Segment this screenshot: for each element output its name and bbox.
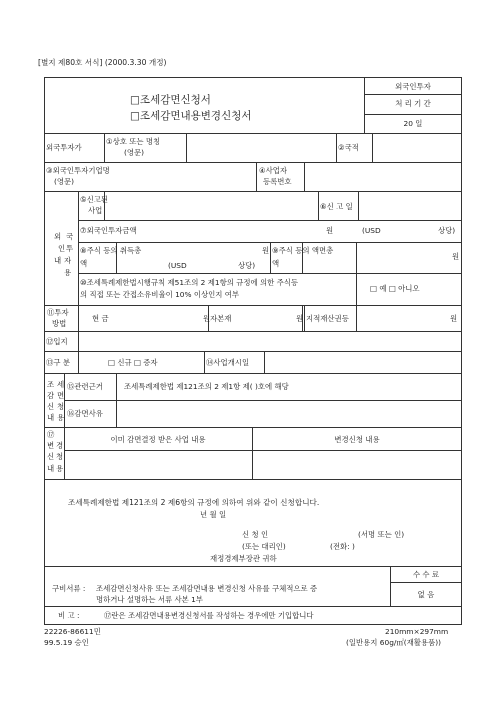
content-section-char: 용 — [64, 268, 72, 277]
fee-label: 수 수 료 — [412, 570, 440, 579]
row-line — [78, 220, 462, 221]
amount-usd-close: 상당) — [438, 226, 456, 235]
ip-label: 지적재산권등 — [306, 314, 349, 323]
reported-biz-label: ⑤신고된 — [80, 195, 109, 204]
change-request-field[interactable] — [253, 451, 461, 478]
form-code: 22226-86611민 — [44, 627, 101, 636]
col-line — [204, 351, 205, 373]
fee-value: 없 음 — [417, 590, 435, 599]
declaration-date: 년 월 일 — [200, 510, 227, 519]
reported-biz-field[interactable] — [105, 192, 317, 219]
col-line — [356, 242, 357, 273]
change-section-char: 변 — [47, 441, 55, 450]
ip-won-unit: 원 — [450, 314, 458, 323]
company-name-label: ③외국인투자기업명 — [46, 166, 110, 175]
investor-name-field[interactable] — [187, 134, 335, 161]
row-line — [44, 373, 462, 374]
company-name-field[interactable] — [120, 163, 255, 190]
row-line — [44, 427, 462, 428]
change-request-header: 변경신청 내용 — [334, 435, 380, 444]
col-line — [356, 273, 357, 305]
prior-decision-header: 이미 감면결정 받은 사업 내용 — [110, 435, 206, 444]
investment-method-label: ⑪투자 — [47, 308, 69, 317]
signature-label: (서명 또는 인) — [358, 530, 405, 539]
basis-text: 조세특례제한법 제121조의 2 제1항 제( )호에 해당 — [124, 382, 289, 391]
col-line — [356, 305, 357, 331]
col-line — [336, 133, 337, 162]
processing-period-value: 20 일 — [403, 119, 423, 128]
exemption-section-char: 세 — [57, 380, 65, 389]
capital-goods-label: 자본재 — [210, 314, 232, 323]
row-line — [44, 305, 462, 306]
par-won-unit: 원 — [452, 252, 460, 261]
reason-label: ⑯감면사유 — [67, 409, 103, 418]
reported-biz-label-2: 사업 — [88, 206, 103, 215]
change-section-char: 신 — [47, 452, 55, 461]
change-section-char: 청 — [56, 452, 64, 461]
business-start-label: ⑭사업개시일 — [206, 358, 250, 367]
par-total-label: ⑨주식 등의 액면총 — [272, 246, 334, 255]
col-line — [318, 191, 319, 220]
change-section-char: ⑰ — [47, 430, 55, 439]
col-line — [304, 305, 305, 331]
documents-text: 조세감면신청사유 또는 조세감면내용 변경신청 사유를 구체적으로 증 — [96, 584, 318, 593]
declaration-statement: 조세특례제한법 제121조의 2 제6항의 규정에 의하여 위와 같이 신청합니다. — [68, 498, 320, 507]
location-label: ⑫입지 — [46, 337, 68, 346]
acquisition-won-unit: 원 — [262, 246, 270, 255]
investor-name-label: ①상호 또는 명칭 — [106, 137, 161, 146]
paper-size: 210mm×297mm — [385, 627, 449, 636]
paper-spec: (일반용지 60g/㎡(재활용품)) — [346, 638, 441, 647]
prior-decision-field[interactable] — [65, 451, 251, 478]
documents-text-2: 명하거나 설명하는 서류 사본 1부 — [96, 595, 203, 604]
exemption-section-char: 조 — [47, 380, 55, 389]
capital-goods-won-unit: 원 — [296, 314, 304, 323]
amount-won-unit: 원 — [326, 226, 334, 235]
investment-method-label-2: 방법 — [52, 319, 67, 328]
phone-label: (전화: ) — [330, 542, 355, 551]
acquisition-usd-close: 상당) — [238, 261, 256, 270]
acquisition-usd-open: (USD — [168, 261, 187, 270]
content-section-char: 투 — [66, 244, 74, 253]
processing-period-label: 처 리 기 간 — [395, 99, 431, 108]
form-reference: [별지 제80호 서식] (2000.3.30 개정) — [38, 58, 167, 67]
col-line — [78, 351, 79, 373]
investment-amount-label: ⑦외국인투자금액 — [80, 226, 137, 235]
location-field[interactable] — [79, 332, 461, 350]
documents-label: 구비서류 : — [52, 584, 86, 593]
foreign-investor-label: 외국투자가 — [46, 143, 82, 152]
change-section-char: 내 — [47, 464, 55, 473]
bizno-label: ④사업자 — [259, 166, 288, 175]
direct-ownership-label-2: 의 직접 또는 간접소유비율이 10% 이상인지 여부 — [80, 290, 240, 299]
row-line — [364, 94, 462, 95]
acquisition-total-label-2: 액 — [80, 259, 88, 268]
amount-usd-open: (USD — [362, 226, 381, 235]
col-line — [104, 133, 105, 162]
change-section-char: 경 — [56, 441, 64, 450]
row-line — [364, 114, 462, 115]
exemption-section-char: 용 — [57, 413, 65, 422]
bizno-label-2: 등록번호 — [263, 177, 292, 186]
change-section-char: 용 — [56, 464, 64, 473]
nationality-label: ②국적 — [338, 143, 359, 152]
exemption-section-char: 감 — [47, 391, 55, 400]
report-date-field[interactable] — [359, 192, 461, 219]
title-change-application: □조세감면내용변경신청서 — [130, 110, 252, 122]
dept-label: 외국인투자 — [395, 82, 431, 91]
col-line — [78, 305, 79, 331]
par-total-label-2: 액 — [272, 259, 280, 268]
yes-no-checkboxes[interactable]: □ 예 □ 아니오 — [370, 284, 420, 293]
agent-label: (또는 대리인) — [242, 542, 286, 551]
content-section-char: 국 — [66, 232, 74, 241]
business-start-field[interactable] — [265, 352, 461, 372]
category-label: ⑬구 분 — [46, 358, 71, 367]
nationality-field[interactable] — [373, 134, 461, 161]
content-section-char: 인 — [58, 244, 66, 253]
row-line — [78, 273, 462, 274]
content-section-char: 내 — [54, 256, 62, 265]
category-options[interactable]: □ 신규 □ 증자 — [108, 358, 158, 367]
report-date-label: ⑥신 고 일 — [320, 202, 353, 211]
col-line — [256, 162, 257, 191]
exemption-section-char: 신 — [47, 402, 55, 411]
row-line — [44, 606, 462, 607]
content-section-char: 자 — [64, 256, 72, 265]
approval-date: 99.5.19 승인 — [44, 638, 89, 647]
title-exemption-application: □조세감면신청서 — [130, 94, 211, 106]
exemption-section-char: 청 — [57, 402, 65, 411]
row-line — [44, 566, 462, 567]
cash-label: 현 금 — [92, 314, 109, 323]
acquisition-total-label: ⑧주식 등의 취득총 — [80, 246, 142, 255]
exemption-section-char: 내 — [47, 413, 55, 422]
cash-won-unit: 원 — [203, 314, 211, 323]
col-line — [78, 191, 79, 305]
content-section-char: 외 — [54, 232, 62, 241]
recipient-label: 재정경제부장관 귀하 — [210, 554, 277, 563]
direct-ownership-label: ⑩조세특례제한법시행규칙 제51조의 2 제1항의 규정에 의한 주식등 — [80, 278, 299, 287]
row-line — [390, 582, 462, 583]
basis-label: ⑮관련근거 — [67, 382, 103, 391]
company-name-sub: (영문) — [54, 177, 75, 186]
note-text: ⑰란은 조세감면내용변경신청서를 작성하는 경우에만 기입합니다 — [104, 611, 314, 620]
col-line — [270, 242, 271, 273]
reason-field[interactable] — [117, 401, 461, 426]
note-label: 비 고 : — [58, 611, 80, 620]
bizno-field[interactable] — [305, 163, 461, 190]
exemption-section-char: 면 — [57, 391, 65, 400]
row-line — [44, 479, 462, 480]
investor-name-sub: (영문) — [124, 148, 145, 157]
applicant-label: 신 청 인 — [242, 530, 269, 539]
